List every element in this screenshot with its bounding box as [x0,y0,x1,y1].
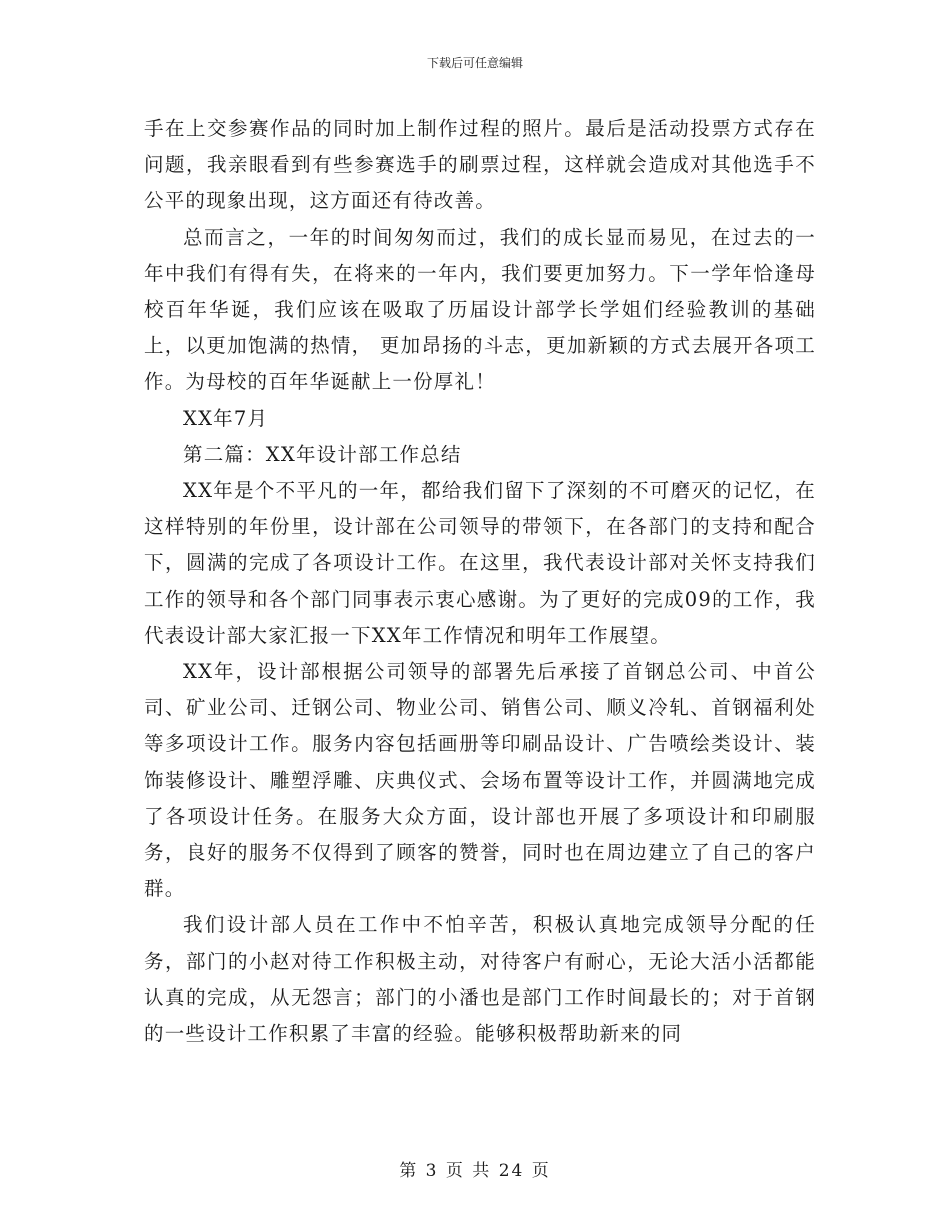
paragraph-2: 总而言之，一年的时间匆匆而过，我们的成长显而易见，在过去的一年中我们有得有失，在将来的一年内，我们要更加努力。下一学年恰逢母校百年华诞，我们应该在吸取了历届设计部学长学姐们经验教训的基础上，以更加饱满的热情， 更加昂扬的斗志，更加新颖的方式去展开各项工作。为母校的百年华诞献上一份厚礼！ [144,225,816,394]
paragraph-7: 我们设计部人员在工作中不怕辛苦，积极认真地完成领导分配的任务，部门的小赵对待工作积极主动，对待客户有耐心，无论大活小活都能认真的完成，从无怨言；部门的小潘也是部门工作时间最长的；对于首钢的一些设计工作积累了丰富的经验。能够积极帮助新来的同 [144,913,816,1046]
section-title: 第二篇：XX年设计部工作总结 [183,442,462,466]
paragraph-6: XX年，设计部根据公司领导的部署先后承接了首钢总公司、中首公司、矿业公司、迁钢公司、物业公司、销售公司、顺义冷轧、首钢福利处等多项设计工作。服务内容包括画册等印刷品设计、广告喷绘类设计、装饰装修设计、雕塑浮雕、庆典仪式、会场布置等设计工作，并圆满地完成了各项设计任务。在服务大众方面，设计部也开展了多项设计和印刷服务，良好的服务不仅得到了顾客的赞誉，同时也在周边建立了自己的客户群。 [144,660,816,901]
paragraph-5: XX年是个不平凡的一年，都给我们留下了深刻的不可磨灭的记忆，在这样特别的年份里，设计部在公司领导的带领下，在各部门的支持和配合下，圆满的完成了各项设计工作。在这里，我代表设计部对关怀支持我们工作的领导和各个部门同事表示衷心感谢。为了更好的完成09的工作，我代表设计部大家汇报一下XX年工作情况和明年工作展望。 [144,479,816,647]
date-line: XX年7月 [183,406,269,430]
page-number-footer: 第 3 页 共 24 页 [399,1161,551,1181]
page-header-note: 下载后可任意编辑 [426,56,523,70]
document-body [144,111,816,1052]
paragraph-1: 手在上交参赛作品的同时加上制作过程的照片。最后是活动投票方式存在问题，我亲眼看到有些参赛选手的刷票过程，这样就会造成对其他选手不公平的现象出现，这方面还有待改善。 [144,117,816,213]
